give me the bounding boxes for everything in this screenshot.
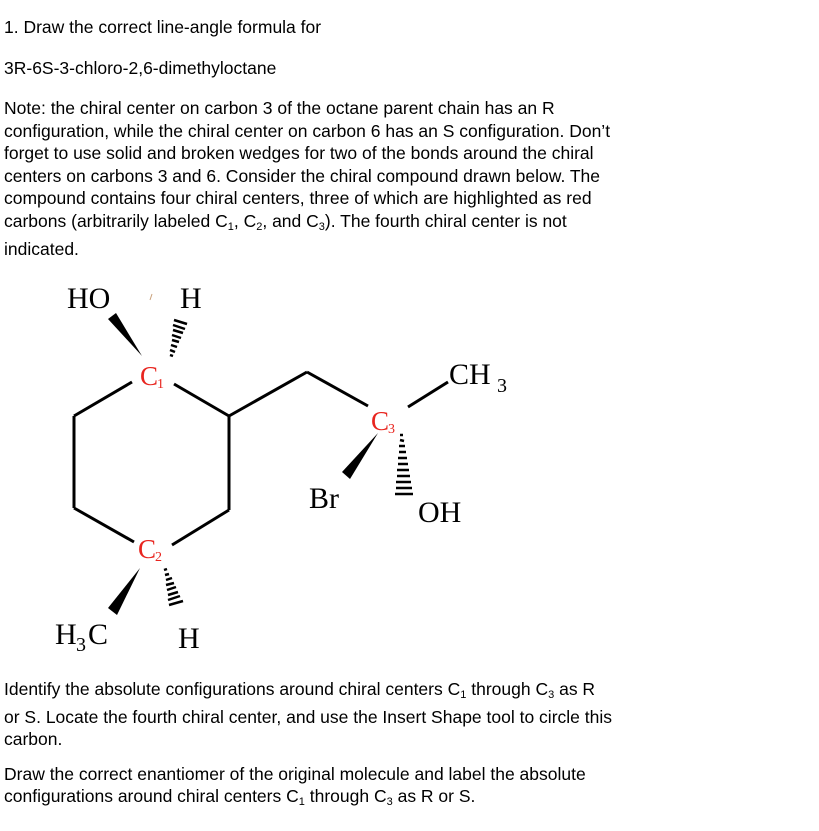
bond-ring-3 — [74, 508, 134, 542]
label-h3c-h: H — [55, 618, 77, 651]
label-h3c-sub: 3 — [76, 634, 86, 656]
label-c1: C — [140, 361, 159, 391]
identify-text-c: as R or S. Locate the fourth chiral center, and use the Insert Shape tool to circle this carbon. — [4, 679, 612, 749]
label-br: Br — [309, 482, 339, 515]
label-h-top: H — [180, 282, 202, 315]
label-c2: C — [138, 534, 157, 564]
note-sep-1: , C — [233, 210, 257, 231]
draw-sub-3: 3 — [386, 796, 393, 808]
note-sub-3: 3 — [318, 220, 325, 233]
identify-sub-3: 3 — [548, 689, 555, 701]
label-oh: OH — [418, 496, 462, 529]
identify-text-a: Identify the absolute configurations around chiral centers C — [4, 679, 461, 699]
label-c1-sub: 1 — [157, 377, 164, 392]
note-text: Note: the chiral center on carbon 3 of the octane parent chain has an R configuration, while the chiral center on carbon 6 has an S configuration. Don’t forget to use solid and broken wedges for two of the bonds around the chiral centers on carbons 3 and 6. Consider the chiral compound drawn below. The compound contains four chiral centers, three of which are highlighted as red carbons (arbitrarily labeled C — [4, 98, 611, 231]
bond-chain-2 — [307, 372, 368, 406]
label-c3-sub: 3 — [388, 422, 395, 437]
draw-sub-1: 1 — [298, 796, 305, 808]
bond-c3-ch3 — [408, 382, 448, 407]
label-h3c-c: C — [88, 618, 109, 651]
question-line: 1. Draw the correct line-angle formula for — [4, 17, 322, 37]
bond-ring-4 — [172, 510, 229, 545]
label-c2-sub: 2 — [155, 550, 162, 565]
note-sub-2: 2 — [256, 220, 263, 233]
identify-text-b: through C — [466, 679, 549, 699]
wedge-c3-br — [342, 433, 378, 479]
draw-text-c: as R or S. — [392, 786, 476, 806]
label-h-bottom: H — [178, 622, 200, 655]
wedge-c1-ho — [108, 313, 142, 356]
note-paragraph — [4, 97, 614, 261]
label-c3: C — [371, 406, 390, 436]
bond-chain-1 — [229, 372, 307, 416]
wedge-c2-h3c — [108, 568, 140, 615]
bond-ring-1 — [74, 382, 132, 416]
note-end: ). The fourth chiral center is not indicated. — [4, 210, 567, 259]
draw-text-a: Draw the correct enantiomer of the original molecule and label the absolute configurations around chiral centers C — [4, 764, 586, 806]
hash-c3-oh — [395, 435, 413, 494]
stray-mark — [150, 294, 152, 300]
molecule-structure — [0, 270, 819, 670]
label-ch3-sub: 3 — [497, 375, 507, 397]
draw-paragraph — [4, 763, 614, 813]
draw-text-b: through C — [304, 786, 387, 806]
identify-paragraph — [4, 678, 614, 750]
identify-sub-1: 1 — [460, 689, 467, 701]
label-ho: HO — [67, 282, 111, 315]
label-ch3: CH — [449, 358, 491, 391]
compound-name: 3R-6S-3-chloro-2,6-dimethyloctane — [4, 58, 277, 78]
hash-c2-h — [164, 569, 183, 605]
hash-c1-h — [170, 320, 187, 356]
note-sep-2: , and C — [262, 210, 319, 231]
note-sub-1: 1 — [227, 220, 234, 233]
bond-ring-6 — [174, 384, 229, 416]
